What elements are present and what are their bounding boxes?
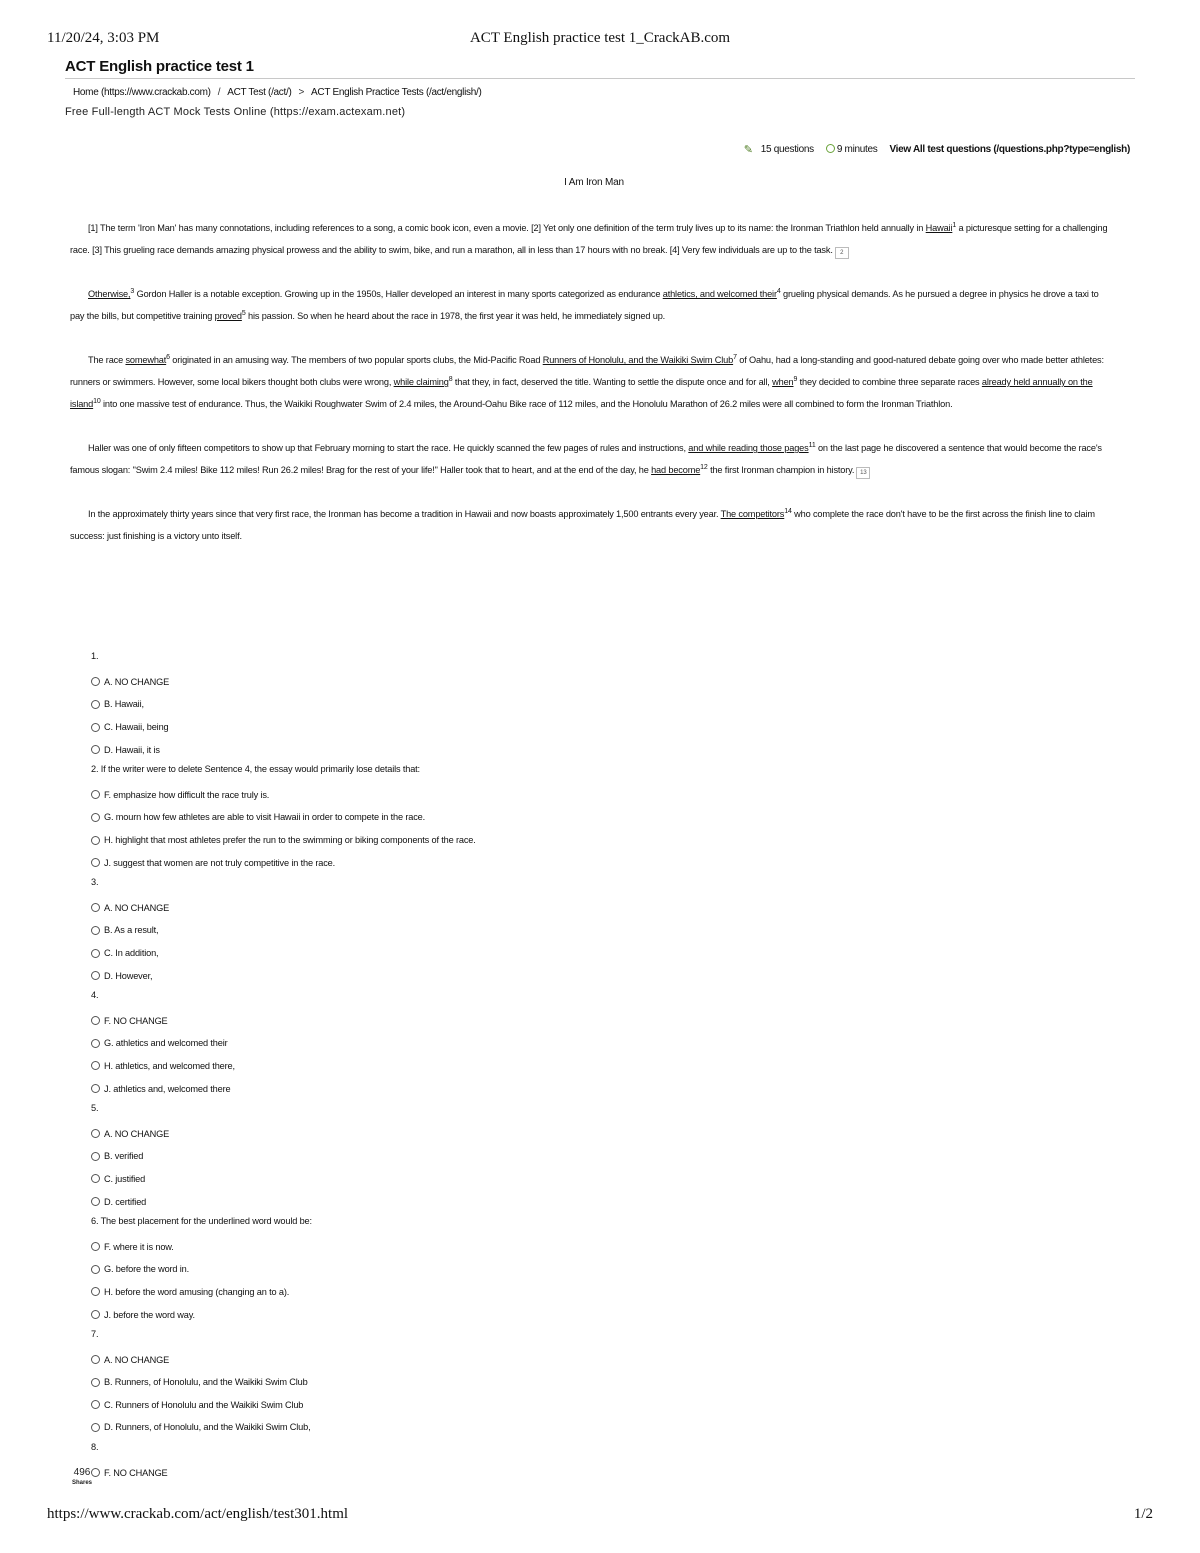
passage-text: that they, in fact, deserved the title. Wanting to settle the dispute once and for all, [452,377,773,387]
page-title: ACT English practice test 1 [65,58,1135,79]
answer-option[interactable] [91,784,791,807]
radio-button[interactable] [91,1016,100,1025]
radio-button[interactable] [91,971,100,980]
option-label: F. NO CHANGE [104,1015,168,1026]
print-header [47,30,1153,50]
radio-button[interactable] [91,1423,100,1432]
underlined-portion: already held annually on the island [70,377,1093,409]
radio-button[interactable] [91,813,100,822]
passage-text: on the last page he discovered a sentence that would become the race's famous slogan: "Swim 2.4 miles! Bike 112 miles! Run 26.2 miles! Brag for the rest of your life!" Haller took that to heart, and at the end of the day, he [70,443,1102,475]
radio-button[interactable] [91,1355,100,1364]
option-label: F. emphasize how difficult the race truly is. [104,789,270,800]
answer-option[interactable] [91,964,791,987]
breadcrumb [73,87,482,98]
passage-text: The race [88,355,126,365]
passage-text: who complete the race don't have to be the first across the finish line to claim success: just finishing is a victory unto itself. [70,509,1095,541]
print-footer [47,1506,1153,1526]
passage-title: I Am Iron Man [564,177,624,188]
option-label: B. verified [104,1151,144,1162]
pencil-icon: ✎ [743,144,753,156]
answer-option[interactable] [91,1077,791,1100]
radio-button[interactable] [91,1039,100,1048]
question-stem: 3. [91,876,99,887]
question-ref: 7 [733,354,737,361]
underlined-portion: had become [651,465,701,475]
passage-text: of Oahu, had a long-standing and good-natured debate going over who made better athletes: runners or swimmers. However, some local bikers thought both clubs were wrong, [70,355,1104,387]
option-label: H. highlight that most athletes prefer the run to the swimming or biking components of the race. [104,835,476,846]
question-marker-box: 13 [856,467,870,479]
underlined-portion: athletics, and welcomed their [662,289,777,299]
question-stem: 8. [91,1441,99,1452]
answer-option[interactable] [91,1168,791,1191]
breadcrumb-act-link[interactable]: ACT Test (/act/) [227,87,292,98]
option-label: D. certified [104,1196,147,1207]
passage-paragraph [70,503,1110,547]
passage-paragraph [70,217,1110,261]
answer-option[interactable] [91,1394,791,1417]
question-stem: 5. [91,1102,99,1113]
underlined-portion: when [772,377,794,387]
radio-button[interactable] [91,1197,100,1206]
answer-option[interactable] [91,1145,791,1168]
answer-option[interactable] [91,1190,791,1213]
passage-paragraph [70,283,1110,327]
radio-button[interactable] [91,1378,100,1387]
question-ref: 9 [793,376,798,383]
answer-option[interactable] [91,1348,791,1371]
passage-paragraph [70,349,1110,415]
answer-option[interactable] [91,1461,791,1484]
breadcrumb-home-link[interactable]: Home (https://www.crackab.com) [73,87,211,98]
answer-option[interactable] [91,1122,791,1145]
option-label: F. NO CHANGE [104,1467,168,1478]
answer-option[interactable] [91,738,791,761]
radio-button[interactable] [91,1152,100,1161]
option-label: A. NO CHANGE [104,676,170,687]
passage-text: his passion. So when he heard about the race in 1978, the first year it was held, he immediately signed up. [245,311,666,321]
radio-button[interactable] [91,1310,100,1319]
option-label: B. Hawaii, [104,699,144,710]
underlined-portion: Runners of Honolulu, and the Waikiki Swim Club [542,355,734,365]
question-ref: 11 [808,442,816,449]
mock-tests-link[interactable]: Free Full-length ACT Mock Tests Online (https://exam.actexam.net) [65,106,406,118]
underlined-portion: The competitors [720,509,785,519]
passage-text: they decided to combine three separate races [797,377,982,387]
underlined-portion: while claiming [393,377,449,387]
breadcrumb-english-link[interactable]: ACT English Practice Tests (/act/english/) [311,87,482,98]
underlined-portion: proved [214,311,242,321]
option-label: C. In addition, [104,948,159,959]
share-counter[interactable] [72,1467,92,1486]
answer-option[interactable] [91,1055,791,1078]
radio-button[interactable] [91,723,100,732]
option-label: G. before the word in. [104,1264,190,1275]
answer-option[interactable] [91,1371,791,1394]
time-limit: 9 minutes [836,144,878,155]
question-ref: 6 [166,354,170,361]
underlined-portion: somewhat [125,355,167,365]
passage-text: [1] The term 'Iron Man' has many connotations, including references to a song, a comic book icon, even a movie. [2] Yet only one definition of the term truly lives up to its name: the Ironman Triathlon held annually in [88,223,926,233]
option-label: H. before the word amusing (changing an to a). [104,1286,290,1297]
question-ref: 4 [776,288,781,295]
option-label: F. where it is now. [104,1241,174,1252]
answer-option[interactable] [91,716,791,739]
question-list [91,648,791,1484]
radio-button[interactable] [91,745,100,754]
option-label: C. Hawaii, being [104,722,169,733]
answer-option[interactable] [91,1303,791,1326]
print-date: 11/20/24, 3:03 PM [47,30,160,46]
question-ref: 14 [784,508,792,515]
radio-button[interactable] [91,949,100,958]
answer-option[interactable] [91,1032,791,1055]
underlined-portion: and while reading those pages [688,443,809,453]
radio-button[interactable] [91,790,100,799]
radio-button[interactable] [91,858,100,867]
radio-button[interactable] [91,1468,100,1477]
question-count: 15 questions [760,144,814,155]
clock-icon [826,144,835,153]
option-label: D. Hawaii, it is [104,744,160,755]
question-ref: 8 [448,376,453,383]
answer-option[interactable] [91,919,791,942]
radio-button[interactable] [91,1084,100,1093]
answer-option[interactable] [91,806,791,829]
radio-button[interactable] [91,1129,100,1138]
answer-option[interactable] [91,1281,791,1304]
radio-button[interactable] [91,1174,100,1183]
radio-button[interactable] [91,1400,100,1409]
view-all-questions-link[interactable]: View All test questions (/questions.php?type=english) [889,144,1130,155]
question-ref: 5 [241,310,246,317]
radio-button[interactable] [91,836,100,845]
radio-button[interactable] [91,1061,100,1070]
passage-text: originated in an amusing way. The members of two popular sports clubs, the Mid-Pacific Road [169,355,543,365]
radio-button[interactable] [91,926,100,935]
option-label: A. NO CHANGE [104,902,170,913]
radio-button[interactable] [91,903,100,912]
question-ref: 1 [952,222,957,229]
answer-option[interactable] [91,1010,791,1033]
option-label: A. NO CHANGE [104,1128,170,1139]
option-label: H. athletics, and welcomed there, [104,1060,235,1071]
radio-button[interactable] [91,700,100,709]
passage-text: a picturesque setting for a challenging race. [3] This grueling race demands amazing physical prowess and the ability to swim, bike, and run a marathon, all in less than 17 hours with no break. [4] Very few individuals are up to the task. [70,223,1108,255]
breadcrumb-separator: / [217,87,221,98]
underlined-portion: Hawaii [925,223,953,233]
answer-option[interactable] [91,829,791,852]
test-meta-bar [744,143,1130,156]
passage-paragraph [70,437,1110,481]
option-label: G. mourn how few athletes are able to visit Hawaii in order to compete in the race. [104,812,426,823]
option-label: J. before the word way. [104,1309,195,1320]
radio-button[interactable] [91,1287,100,1296]
breadcrumb-separator: > [298,87,305,98]
passage [70,217,1110,569]
radio-button[interactable] [91,1242,100,1251]
option-label: D. However, [104,970,153,981]
answer-option[interactable] [91,1416,791,1439]
underlined-portion: Otherwise, [88,289,131,299]
question-ref: 3 [130,288,135,295]
option-label: J. athletics and, welcomed there [104,1083,231,1094]
option-label: D. Runners, of Honolulu, and the Waikiki Swim Club, [104,1422,311,1433]
option-label: A. NO CHANGE [104,1354,170,1365]
answer-option[interactable] [91,851,791,874]
passage-text: Haller was one of only fifteen competitors to show up that February morning to start the race. He quickly scanned the few pages of rules and instructions, [88,443,689,453]
option-label: C. justified [104,1173,146,1184]
answer-option[interactable] [91,1235,791,1258]
page-number: 1/2 [1133,1506,1153,1522]
share-count: 496 [73,1467,91,1478]
answer-option[interactable] [91,897,791,920]
radio-button[interactable] [91,1265,100,1274]
question-stem: 4. [91,989,99,1000]
question-marker-box: 2 [835,247,849,259]
question-ref: 12 [700,464,708,471]
option-label: G. athletics and welcomed their [104,1038,228,1049]
print-doc-title: ACT English practice test 1_CrackAB.com [469,30,731,46]
radio-button[interactable] [91,677,100,686]
question-stem: 2. If the writer were to delete Sentence 4, the essay would primarily lose details that: [91,763,420,774]
question-stem: 7. [91,1328,99,1339]
print-url: https://www.crackab.com/act/english/test301.html [47,1506,349,1522]
option-label: B. As a result, [104,925,159,936]
share-label: Shares [72,1480,93,1486]
answer-option[interactable] [91,942,791,965]
option-label: B. Runners, of Honolulu, and the Waikiki Swim Club [104,1377,308,1388]
passage-text: In the approximately thirty years since that very first race, the Ironman has become a tradition in Hawaii and now boasts approximately 1,500 entrants every year. [88,509,721,519]
passage-text: Gordon Haller is a notable exception. Growing up in the 1950s, Haller developed an interest in many sports categorized as endurance [134,289,663,299]
question-stem: 6. The best placement for the underlined word would be: [91,1215,312,1226]
answer-option[interactable] [91,1258,791,1281]
passage-text: grueling physical demands. As he pursued a degree in physics he drove a taxi to pay the bills, but competitive training [70,289,1099,321]
question-ref: 10 [93,398,101,405]
question-stem: 1. [91,651,99,661]
answer-option[interactable] [91,671,791,694]
answer-option[interactable] [91,693,791,716]
passage-text: into one massive test of endurance. Thus, the Waikiki Roughwater Swim of 2.4 miles, the Around-Oahu Bike race of 112 miles, and the Honolulu Marathon of 26.2 miles were all combined to form the Ironman Triathlon. [100,399,953,409]
passage-text: the first Ironman champion in history. [707,465,855,475]
option-label: J. suggest that women are not truly competitive in the race. [104,857,336,868]
option-label: C. Runners of Honolulu and the Waikiki Swim Club [104,1399,304,1410]
